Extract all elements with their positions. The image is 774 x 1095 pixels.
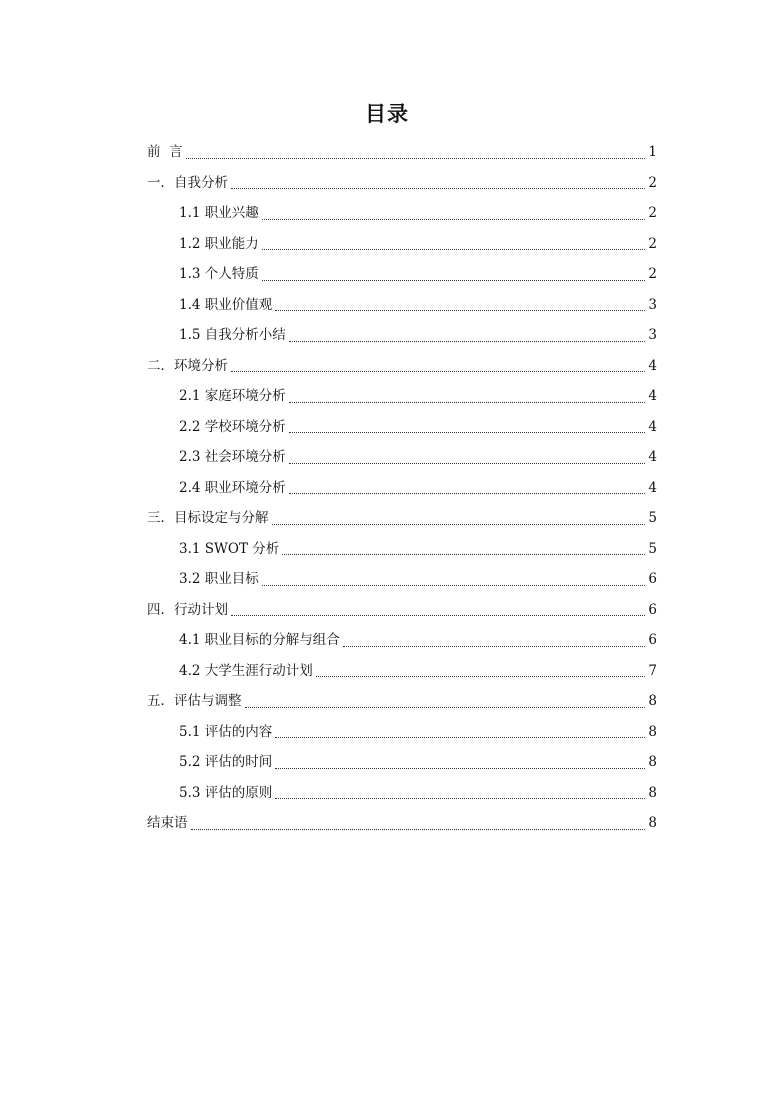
- toc-entry-label: 5.3 评估的原则: [179, 784, 273, 801]
- toc-entry[interactable]: [147, 168, 657, 199]
- toc-entry-label: 四．行动计划: [147, 601, 228, 618]
- toc-page-number: 6: [648, 571, 657, 587]
- toc-page-number: 4: [648, 418, 657, 435]
- toc-entry-label: 结束语: [147, 815, 188, 831]
- toc-entry-label: 5.1 评估的内容: [179, 723, 273, 740]
- table-of-contents: [147, 137, 657, 839]
- toc-page-number: 4: [648, 357, 657, 374]
- toc-entry-label: 1.3 个人特质: [179, 266, 259, 282]
- toc-dot-leader: [186, 158, 646, 159]
- toc-entry[interactable]: [147, 717, 657, 748]
- toc-entry-label: 1.2 职业能力: [179, 235, 259, 252]
- toc-dot-leader: [262, 249, 646, 250]
- toc-entry[interactable]: [147, 564, 657, 595]
- toc-entry[interactable]: [147, 686, 657, 717]
- toc-dot-leader: [289, 493, 646, 494]
- toc-entry-label: 2.1 家庭环境分析: [179, 388, 286, 404]
- toc-dot-leader: [262, 219, 646, 220]
- toc-page-number: 8: [648, 723, 657, 740]
- toc-dot-leader: [316, 676, 646, 677]
- toc-page-number: 2: [648, 266, 657, 282]
- toc-dot-leader: [275, 768, 645, 769]
- toc-page-number: 3: [648, 327, 657, 343]
- toc-entry-label: 2.2 学校环境分析: [179, 418, 286, 435]
- toc-page-number: 2: [648, 174, 657, 191]
- toc-page-number: 6: [648, 632, 657, 648]
- toc-page-number: 1: [648, 144, 657, 160]
- toc-dot-leader: [275, 798, 645, 799]
- toc-dot-leader: [289, 402, 646, 403]
- toc-entry-label: 1.4 职业价值观: [179, 296, 273, 313]
- toc-page-number: 4: [648, 388, 657, 404]
- toc-entry-label: 1.1 职业兴趣: [179, 205, 259, 221]
- toc-entry[interactable]: [147, 381, 657, 412]
- toc-page-number: 5: [648, 540, 657, 557]
- toc-dot-leader: [262, 280, 646, 281]
- toc-dot-leader: [262, 585, 646, 586]
- toc-entry[interactable]: [147, 198, 657, 229]
- toc-dot-leader: [343, 646, 646, 647]
- toc-page-number: 3: [648, 296, 657, 313]
- toc-page-number: 8: [648, 784, 657, 801]
- toc-entry[interactable]: [147, 595, 657, 626]
- toc-entry-label: 前 言: [147, 144, 183, 160]
- toc-entry-label: 二．环境分析: [147, 357, 228, 374]
- toc-entry-label: 1.5 自我分析小结: [179, 327, 286, 343]
- toc-entry[interactable]: [147, 442, 657, 473]
- toc-dot-leader: [289, 341, 646, 342]
- toc-page-number: 8: [648, 754, 657, 770]
- toc-page-number: 2: [648, 205, 657, 221]
- toc-entry-label: 5.2 评估的时间: [179, 754, 273, 770]
- toc-dot-leader: [289, 432, 646, 433]
- toc-entry[interactable]: [147, 473, 657, 504]
- toc-entry[interactable]: [147, 778, 657, 809]
- toc-entry[interactable]: [147, 534, 657, 565]
- toc-entry[interactable]: [147, 625, 657, 656]
- toc-entry[interactable]: [147, 229, 657, 260]
- toc-dot-leader: [231, 188, 645, 189]
- toc-entry[interactable]: [147, 137, 657, 168]
- toc-entry[interactable]: [147, 503, 657, 534]
- toc-entry-label: 2.3 社会环境分析: [179, 449, 286, 465]
- toc-page-number: 4: [648, 479, 657, 496]
- toc-dot-leader: [245, 707, 646, 708]
- toc-entry[interactable]: [147, 747, 657, 778]
- toc-dot-leader: [275, 310, 645, 311]
- toc-dot-leader: [272, 524, 646, 525]
- toc-entry[interactable]: [147, 320, 657, 351]
- toc-entry[interactable]: [147, 656, 657, 687]
- toc-dot-leader: [231, 371, 645, 372]
- toc-dot-leader: [282, 554, 645, 555]
- toc-page-number: 5: [648, 510, 657, 526]
- page-title: 目录: [365, 102, 409, 126]
- toc-dot-leader: [289, 463, 646, 464]
- toc-entry-label: 4.1 职业目标的分解与组合: [179, 632, 340, 648]
- toc-entry[interactable]: [147, 412, 657, 443]
- toc-page-number: 8: [648, 815, 657, 831]
- toc-entry-label: 3.1 SWOT 分析: [179, 540, 280, 557]
- toc-page-number: 6: [648, 601, 657, 618]
- toc-page-number: 2: [648, 235, 657, 252]
- toc-dot-leader: [231, 615, 645, 616]
- toc-entry-label: 一．自我分析: [147, 174, 228, 191]
- toc-entry-label: 五．评估与调整: [147, 693, 242, 709]
- toc-dot-leader: [275, 737, 645, 738]
- toc-entry[interactable]: [147, 808, 657, 839]
- toc-entry-label: 三．目标设定与分解: [147, 510, 269, 526]
- toc-page-number: 7: [648, 662, 657, 679]
- toc-entry[interactable]: [147, 351, 657, 382]
- toc-entry-label: 4.2 大学生涯行动计划: [179, 662, 313, 679]
- toc-page-number: 8: [648, 693, 657, 709]
- toc-entry[interactable]: [147, 259, 657, 290]
- toc-entry-label: 3.2 职业目标: [179, 571, 259, 587]
- toc-entry[interactable]: [147, 290, 657, 321]
- toc-page-number: 4: [648, 449, 657, 465]
- toc-entry-label: 2.4 职业环境分析: [179, 479, 286, 496]
- toc-dot-leader: [191, 829, 646, 830]
